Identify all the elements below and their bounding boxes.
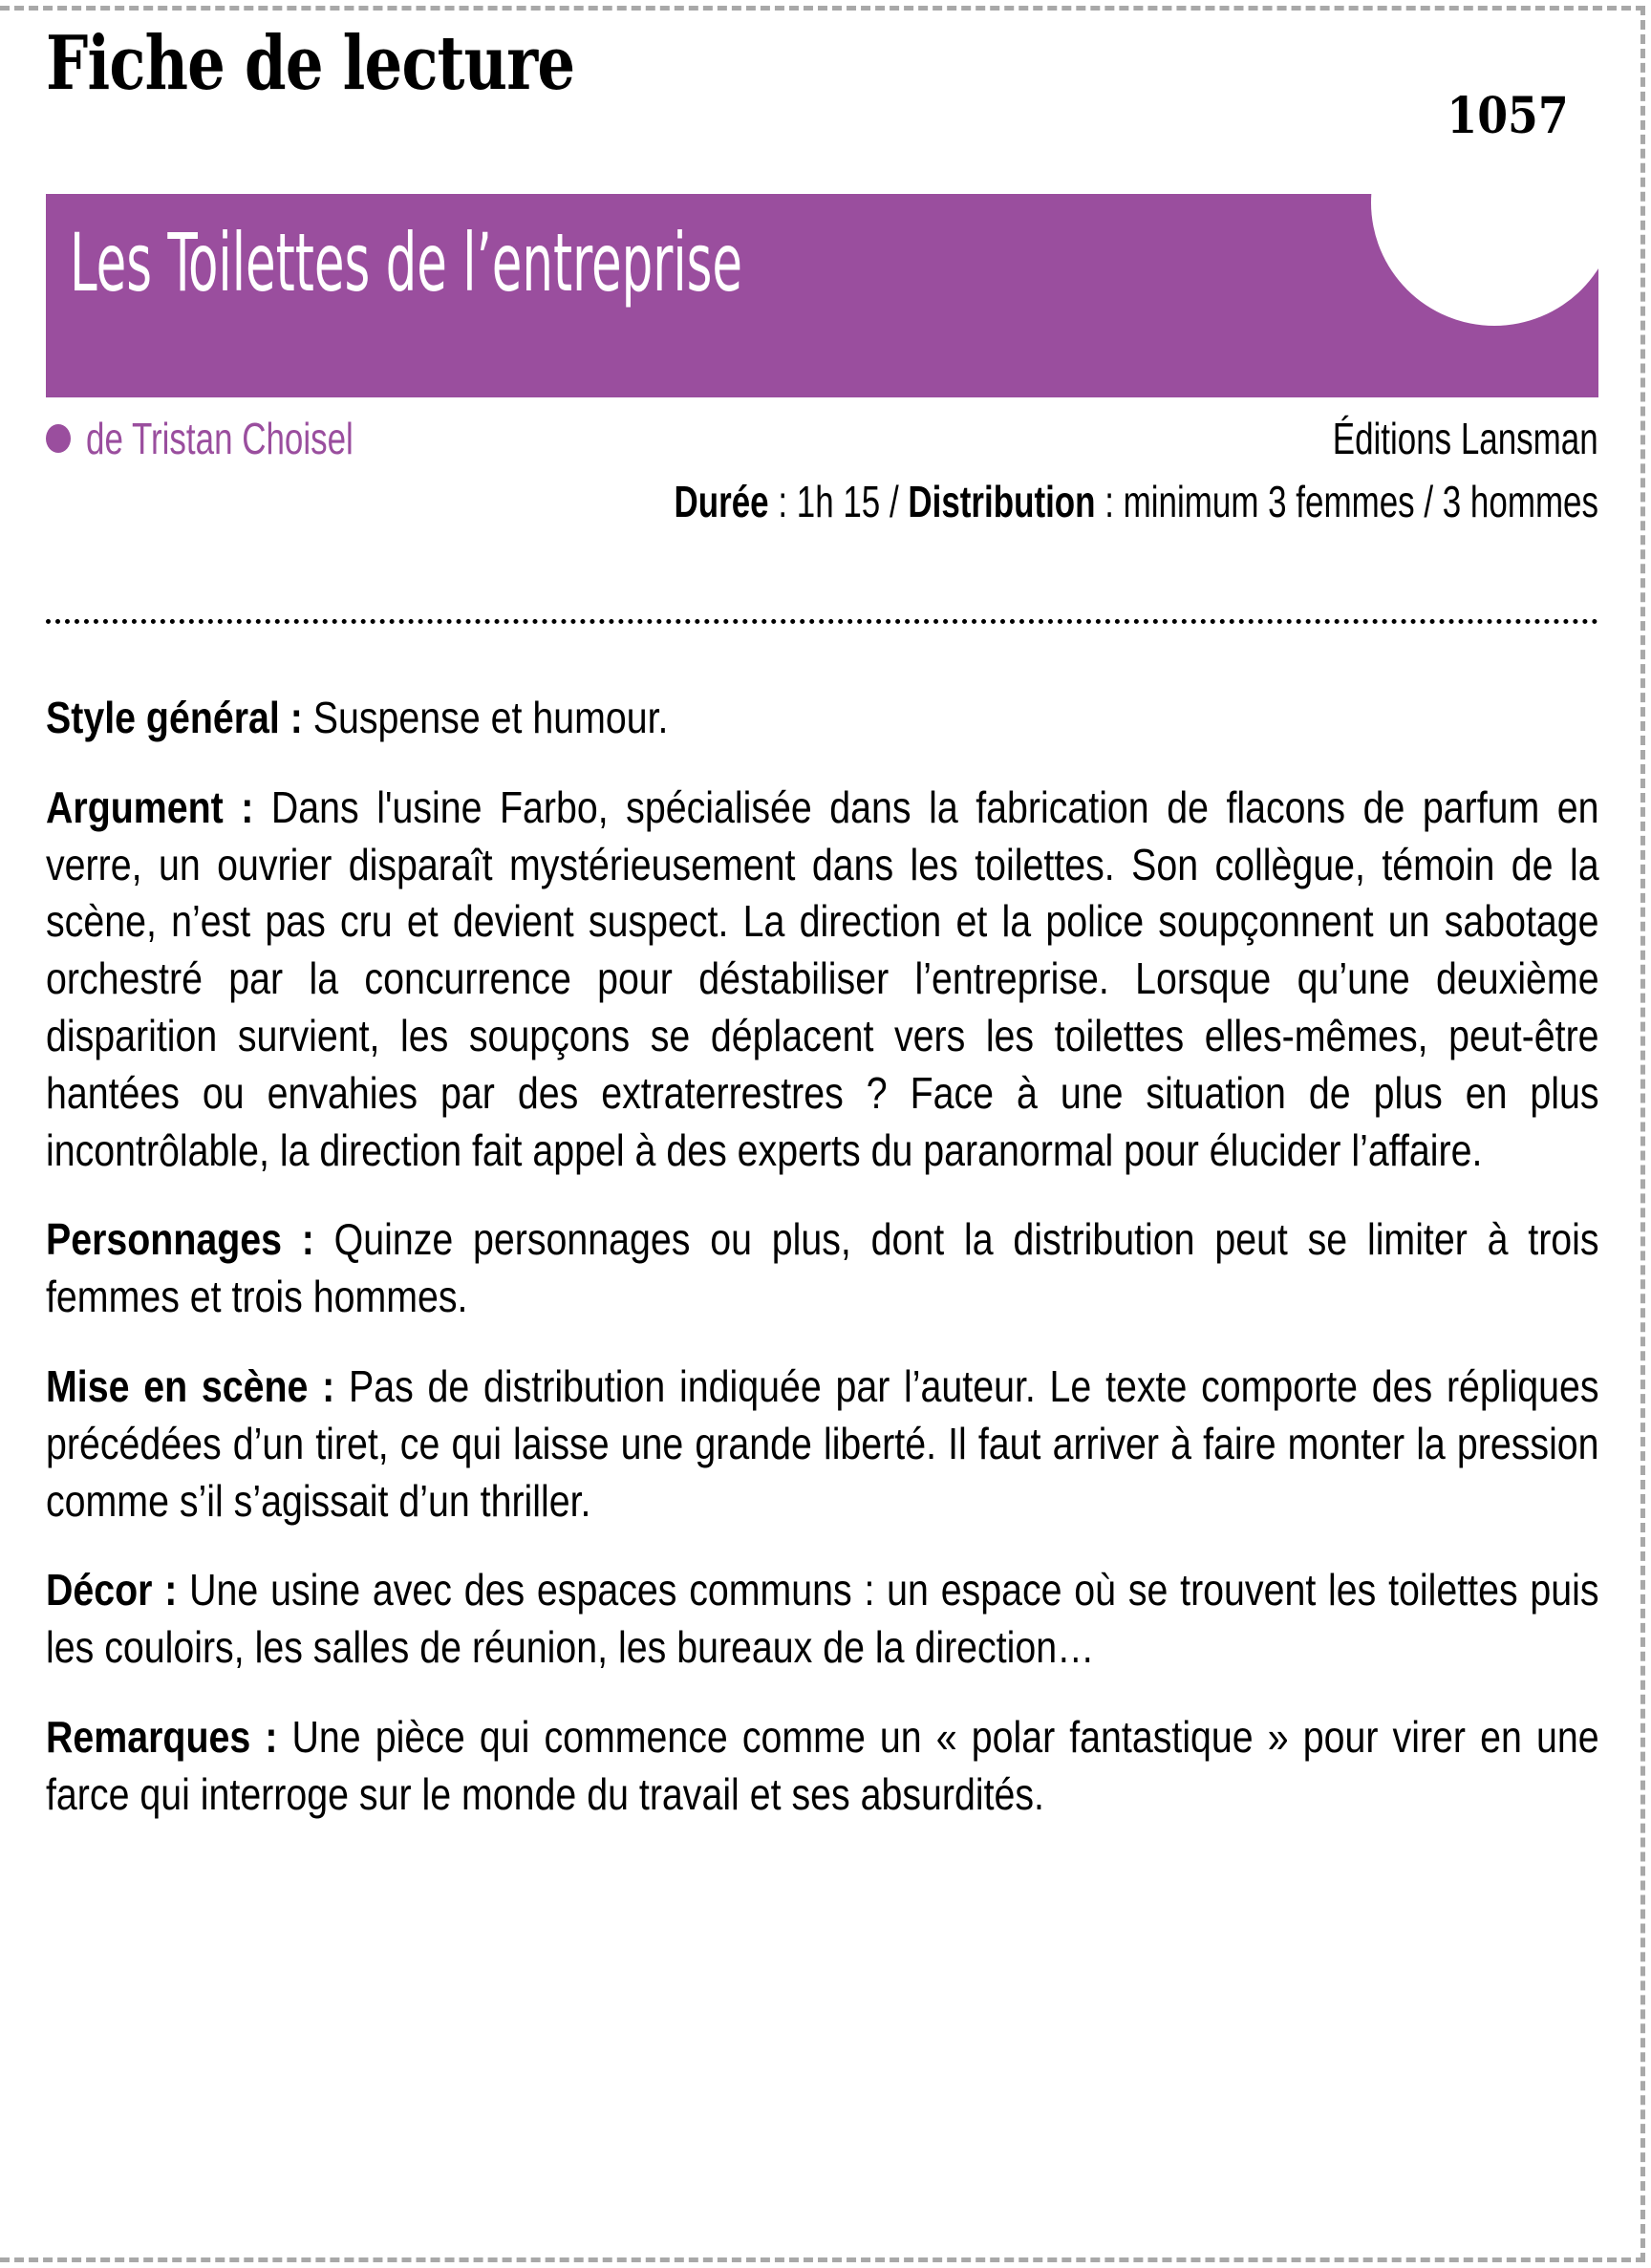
section-label: Remarques : bbox=[46, 1711, 278, 1762]
section-text: Pas de distribution indiquée par l’auteur. Le texte comporte des répliques précédées d’un tiret, ce qui laisse une grande liberté. Il faut arriver à faire monter la pression comme s’il s’agissait d’un thriller. bbox=[46, 1360, 1599, 1526]
issue-number-badge: 1057 bbox=[1447, 87, 1569, 145]
section-text: Quinze personnages ou plus, dont la distribution peut se limiter à trois femmes et trois hommes. bbox=[46, 1214, 1599, 1322]
duration-value: : 1h 15 / bbox=[768, 477, 909, 526]
author-line bbox=[46, 414, 438, 463]
title-banner bbox=[46, 194, 1598, 397]
section-personnages bbox=[46, 1211, 1599, 1326]
page-kicker-title: Fiche de lecture bbox=[46, 20, 575, 107]
section-label: Argument : bbox=[46, 781, 254, 832]
section-text: Dans l'usine Farbo, spécialisée dans la fabrication de flacons de parfum en verre, un ouvrier disparaît mystérieusement dans les toilettes. Son collègue, témoin de la scène, n’est pas cru et devient suspect. La direction et la police soupçonnent un sabotage orchestré par la concurrence pour déstabiliser l’entreprise. Lorsque qu’une deuxième disparition survient, les soupçons se déplacent vers les toilettes elles-mêmes, peut-être hantées ou envahies par des extraterrestres ? Face à une situation de plus en plus incontrôlable, la direction fait appel à des experts du paranormal pour élucider l’affaire. bbox=[46, 781, 1599, 1175]
credits-row-specs bbox=[46, 477, 1598, 539]
author-name: de Tristan Choisel bbox=[86, 414, 354, 463]
section-label: Décor : bbox=[46, 1565, 178, 1615]
duration-label: Durée bbox=[674, 477, 769, 526]
section-mise-en-scene bbox=[46, 1359, 1599, 1530]
section-label: Style général : bbox=[46, 693, 303, 742]
credits-row-author-publisher bbox=[46, 414, 1598, 480]
banner-circle-notch bbox=[1371, 194, 1598, 326]
section-argument bbox=[46, 780, 1599, 1180]
body-sections bbox=[46, 690, 1598, 1824]
section-text: Une usine avec des espaces communs : un espace où se trouvent les toilettes puis les couloirs, les salles de réunion, les bureaux de la direction… bbox=[46, 1565, 1599, 1673]
distribution-value: : minimum 3 femmes / 3 hommes bbox=[1095, 477, 1598, 526]
distribution-label: Distribution bbox=[908, 477, 1096, 526]
section-decor bbox=[46, 1562, 1599, 1677]
credits-block bbox=[46, 414, 1598, 539]
dotted-separator bbox=[46, 619, 1598, 624]
publisher-name: Éditions Lansman bbox=[1333, 414, 1598, 463]
bullet-dot-icon bbox=[46, 424, 71, 453]
play-title: Les Toilettes de l’entreprise bbox=[70, 216, 743, 310]
section-text: Suspense et humour. bbox=[302, 693, 669, 742]
section-text: Une pièce qui commence comme un « polar fantastique » pour virer en une farce qui interroge sur le monde du travail et ses absurdités. bbox=[46, 1711, 1599, 1819]
section-label: Mise en scène : bbox=[46, 1360, 335, 1411]
specs-line bbox=[674, 477, 1598, 526]
section-style-general bbox=[46, 690, 1599, 747]
section-label: Personnages : bbox=[46, 1214, 314, 1265]
section-remarques bbox=[46, 1709, 1599, 1824]
